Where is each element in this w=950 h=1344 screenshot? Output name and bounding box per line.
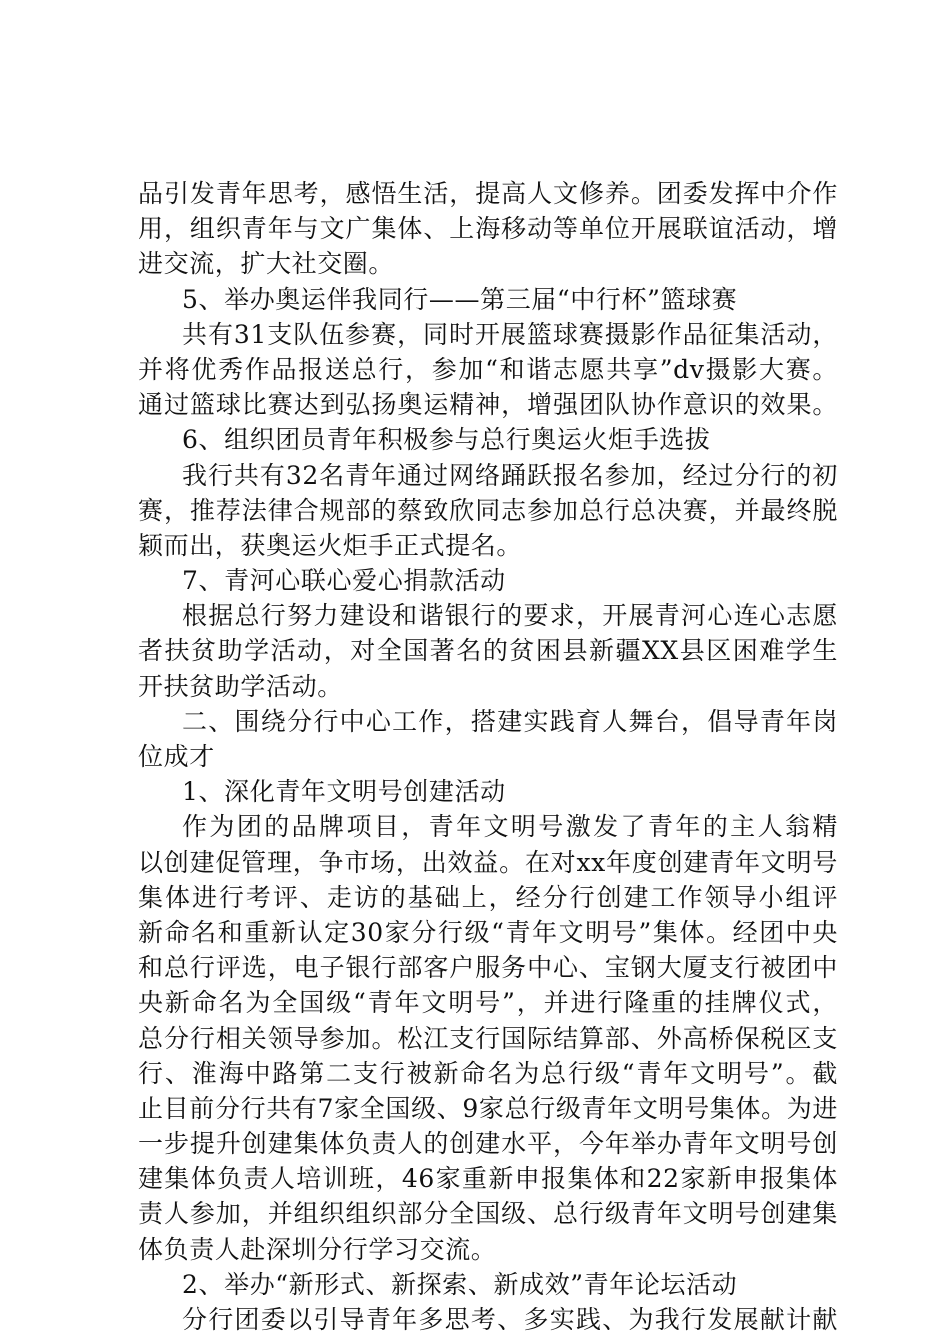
text-line: 央新命名为全国级“青年文明号”，并进行隆重的挂牌仪式， [138, 988, 838, 1018]
text-line: 并将优秀作品报送总行，参加“和谐志愿共享”dv摄影大赛。 [138, 354, 838, 384]
text-line: 以创建促管理，争市场，出效益。在对xx年度创建青年文明号 [138, 847, 838, 877]
text-line: 进交流，扩大社交圈。 [138, 249, 395, 279]
text-line: 1、深化青年文明号创建活动 [182, 777, 506, 807]
text-line: 总分行相关领导参加。松江支行国际结算部、外高桥保税区支 [138, 1023, 838, 1053]
text-line: 行、淮海中路第二支行被新命名为总行级“青年文明号”。截 [138, 1058, 838, 1088]
text-line: 共有31支队伍参赛，同时开展篮球赛摄影作品征集活动， [182, 319, 838, 349]
text-line: 我行共有32名青年通过网络踊跃报名参加，经过分行的初 [182, 460, 838, 490]
text-line: 二、围绕分行中心工作，搭建实践育人舞台，倡导青年岗 [182, 706, 838, 736]
text-line: 通过篮球比赛达到弘扬奥运精神，增强团队协作意识的效果。 [138, 390, 838, 420]
text-line: 建集体负责人培训班，46家重新申报集体和22家新申报集体 [138, 1164, 838, 1194]
text-line: 集体进行考评、走访的基础上，经分行创建工作领导小组评 [138, 882, 838, 912]
text-line: 2、举办“新形式、新探索、新成效”青年论坛活动 [182, 1269, 738, 1299]
text-line: 开扶贫助学活动。 [138, 671, 343, 701]
text-line: 根据总行努力建设和谐银行的要求，开展青河心连心志愿 [182, 601, 838, 631]
text-line: 责人参加，并组织组织部分全国级、总行级青年文明号创建集 [138, 1199, 838, 1229]
text-line: 位成才 [138, 742, 215, 771]
text-line: 者扶贫助学活动，对全国著名的贫困县新疆XX县区困难学生 [138, 636, 838, 666]
text-line: 7、青河心联心爱心捐款活动 [182, 566, 506, 596]
document-body [138, 176, 838, 1337]
text-line: 一步提升创建集体负责人的创建水平，今年举办青年文明号创 [138, 1129, 838, 1159]
text-line: 新命名和重新认定30家分行级“青年文明号”集体。经团中央 [138, 917, 838, 947]
text-line: 颖而出，获奥运火炬手正式提名。 [138, 530, 523, 560]
text-line: 6、组织团员青年积极参与总行奥运火炬手选拔 [182, 425, 711, 455]
text-line: 品引发青年思考，感悟生活，提高人文修养。团委发挥中介作 [138, 179, 838, 208]
text-line: 作为团的品牌项目，青年文明号激发了青年的主人翁精 [182, 812, 838, 842]
text-line: 5、举办奥运伴我同行——第三届“中行杯”篮球赛 [182, 284, 738, 314]
text-line: 分行团委以引导青年多思考、多实践、为我行发展献计献 [182, 1305, 838, 1334]
text-line: 赛，推荐法律合规部的蔡致欣同志参加总行总决赛，并最终脱 [138, 495, 838, 525]
text-line: 体负责人赴深圳分行学习交流。 [138, 1234, 497, 1264]
text-line: 和总行评选，电子银行部客户服务中心、宝钢大厦支行被团中 [138, 953, 838, 983]
text-line: 止目前分行共有7家全国级、9家总行级青年文明号集体。为进 [138, 1093, 838, 1123]
text-line: 用，组织青年与文广集体、上海移动等单位开展联谊活动，增 [138, 214, 838, 244]
